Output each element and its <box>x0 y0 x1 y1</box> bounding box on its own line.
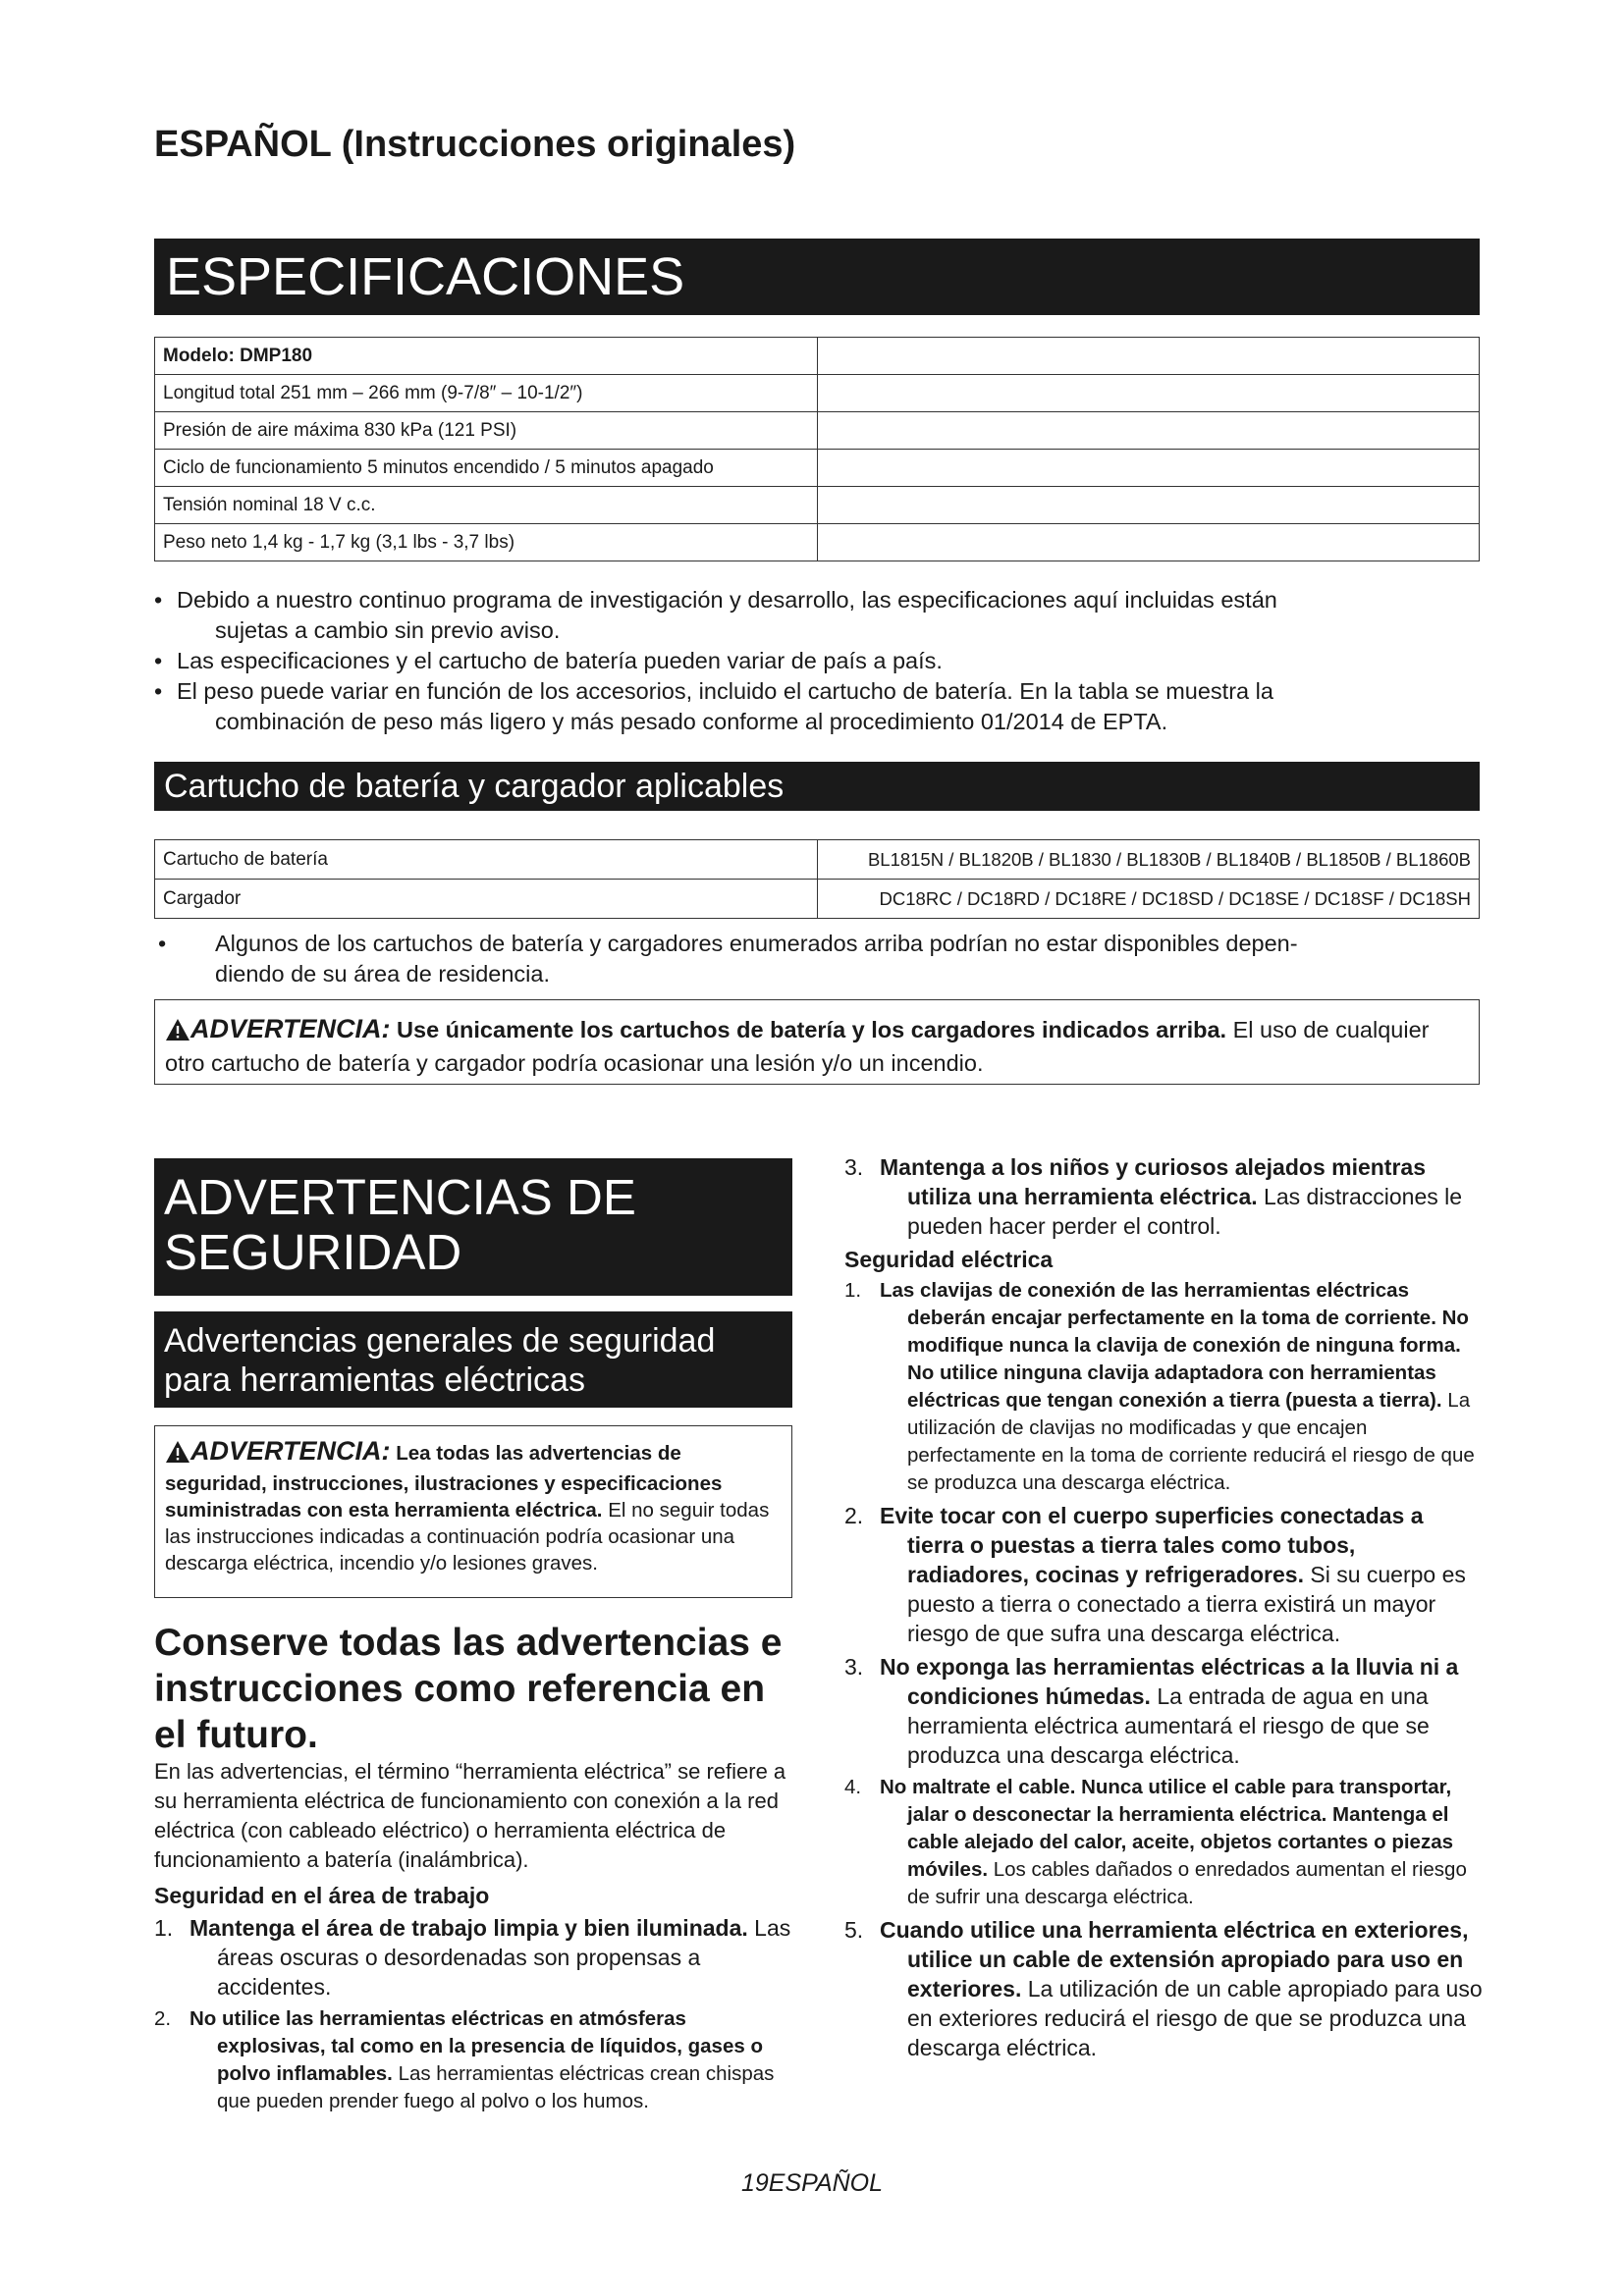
battery-models: BL1815N / BL1820B / BL1830 / BL1830B / BL1840B / BL1850B / BL1860B <box>818 840 1480 880</box>
warning-triangle-icon <box>165 1018 190 1048</box>
availability-note: • Algunos de los cartuchos de batería y cargadores enumerados arriba podrían no estar disponibles depen- diendo de su área de residencia. <box>158 931 1298 987</box>
empty-cell <box>818 375 1480 412</box>
battery-table <box>154 839 1480 919</box>
spec-air-pressure: Presión de aire máxima 830 kPa (121 PSI) <box>155 412 818 450</box>
empty-cell <box>818 450 1480 487</box>
table-row <box>155 412 1480 450</box>
warning-bold-text: Use únicamente los cartuchos de batería y los cargadores indicados arriba. <box>397 1017 1227 1042</box>
spec-voltage: Tensión nominal 18 V c.c. <box>155 487 818 524</box>
right-column-body <box>844 1152 1483 2062</box>
list-item: 2. Evite tocar con el cuerpo superficies conectadas a tierra o puestas a tierra tales como tubos, radiadores, cocinas y refrigeradores. Si su cuerpo es puesto a tierra o conectado a tierra existirá un mayor riesgo de que sufra una descarga eléctrica. <box>844 1503 1466 1646</box>
table-row <box>155 338 1480 375</box>
table-row <box>155 880 1480 919</box>
warning-bold-text: Lea todas las advertencias de seguridad, instrucciones, ilustraciones y especificaciones suministradas con esta herramienta eléctrica. <box>165 1442 723 1522</box>
list-item: 4. No maltrate el cable. Nunca utilice el cable para transportar, jalar o desconectar la herramienta eléctrica. Mantenga el cable alejado del calor, aceite, objetos cortantes o piezas móviles. Los cables dañados o enredados aumentan el riesgo de sufrir una descarga eléctrica. <box>844 1776 1467 1908</box>
intro-paragraph: En las advertencias, el término “herramienta eléctrica” se refiere a su herramienta eléctrica de funcionamiento con conexión a la red eléctrica (con cableado eléctrico) o herramienta eléctrica de funcionamiento a batería (inalámbrica). <box>154 1759 786 1872</box>
list-item: 3. No exponga las herramientas eléctricas a la lluvia ni a condiciones húmedas. La entrada de agua en una herramienta eléctrica aumentará el riesgo de que se produzca una descarga eléctrica. <box>844 1654 1459 1768</box>
empty-cell <box>818 338 1480 375</box>
left-column-body <box>154 1757 792 2115</box>
empty-cell <box>818 487 1480 524</box>
table-row <box>155 840 1480 880</box>
empty-cell <box>818 524 1480 561</box>
empty-cell <box>818 412 1480 450</box>
charger-label: Cargador <box>155 880 818 919</box>
warning-text: El no seguir todas las instrucciones indicadas a continuación podría ocasionar una descarga eléctrica, incendio y/o lesiones graves. <box>165 1499 770 1575</box>
battery-heading: Cartucho de batería y cargador aplicables <box>154 762 1480 811</box>
table-row <box>155 487 1480 524</box>
spec-length: Longitud total 251 mm – 266 mm (9-7/8″ – 10-1/2″) <box>155 375 818 412</box>
list-item: • El peso puede variar en función de los accesorios, incluido el cartucho de batería. En la tabla se muestra la combinación de peso más ligero y más pesado conforme al procedimiento 01/2014 de EPTA. <box>154 678 1273 734</box>
bullet-icon: • <box>154 648 163 673</box>
page-number: 19ESPAÑOL <box>740 2169 884 2197</box>
list-item: 1. Las clavijas de conexión de las herramientas eléctricas deberán encajar perfectamente en la toma de corriente. No modifique nunca la clavija de conexión de ninguna forma. No utilice ninguna clavija adaptadora con herramientas eléctricas que tengan conexión a tierra (puesta a tierra). La utilización de clavijas no modificadas y que encajen perfectamente en la toma de corriente reducirá el riesgo de que se produzca una descarga eléctrica. <box>844 1279 1475 1494</box>
safety-warnings-heading: ADVERTENCIAS DE SEGURIDAD <box>154 1158 792 1296</box>
conserve-heading: Conserve todas las advertencias e instrucciones como referencia en el futuro. <box>154 1622 783 1756</box>
general-safety-subheading: Advertencias generales de seguridad para herramientas eléctricas <box>154 1311 792 1408</box>
general-warning-box <box>154 1425 792 1598</box>
charger-models: DC18RC / DC18RD / DC18RE / DC18SD / DC18SE / DC18SF / DC18SH <box>818 880 1480 919</box>
spec-notes <box>154 585 1480 737</box>
table-row <box>155 524 1480 561</box>
warning-text: El uso de cualquier otro cartucho de batería y cargador podría ocasionar una lesión y/o un incendio. <box>165 1017 1430 1076</box>
battery-warning-box <box>154 999 1480 1085</box>
list-item: 2. No utilice las herramientas eléctricas en atmósferas explosivas, tal como en la presencia de líquidos, gases o polvo inflamables. Las herramientas eléctricas crean chispas que pueden prender fuego al polvo o los humos. <box>154 2007 775 2112</box>
list-item: 3. Mantenga a los niños y curiosos alejados mientras utiliza una herramienta eléctrica. Las distracciones le pueden hacer perder el control. <box>844 1154 1463 1239</box>
table-row <box>155 450 1480 487</box>
spec-duty-cycle: Ciclo de funcionamiento 5 minutos encendido / 5 minutos apagado <box>155 450 818 487</box>
list-item: • Debido a nuestro continuo programa de investigación y desarrollo, las especificaciones aquí incluidas están sujetas a cambio sin previo aviso. <box>154 587 1277 643</box>
work-area-heading: Seguridad en el área de trabajo <box>154 1883 490 1908</box>
list-item: • Las especificaciones y el cartucho de batería pueden variar de país a país. <box>154 646 1480 676</box>
table-row <box>155 375 1480 412</box>
battery-label: Cartucho de batería <box>155 840 818 880</box>
bullet-icon: • <box>154 587 163 613</box>
specifications-table <box>154 337 1480 561</box>
specifications-heading: ESPECIFICACIONES <box>154 239 1480 315</box>
warning-label: ADVERTENCIA: <box>190 1014 391 1043</box>
spec-model: Modelo: DMP180 <box>155 338 818 375</box>
bullet-icon: • <box>154 678 163 704</box>
bullet-icon: • <box>158 931 167 956</box>
list-item: 1. Mantenga el área de trabajo limpia y bien iluminada. Las áreas oscuras o desordenadas son propensas a accidentes. <box>154 1915 791 2000</box>
warning-triangle-icon <box>165 1440 190 1470</box>
spec-weight: Peso neto 1,4 kg - 1,7 kg (3,1 lbs - 3,7 lbs) <box>155 524 818 561</box>
list-item: 5. Cuando utilice una herramienta eléctrica en exteriores, utilice un cable de extensión apropiado para uso en exteriores. La utilización de un cable apropiado para uso en exteriores reducirá el riesgo de que se produzca una descarga eléctrica. <box>844 1917 1483 2060</box>
page-language-title: ESPAÑOL (Instrucciones originales) <box>154 124 796 165</box>
electrical-safety-heading: Seguridad eléctrica <box>844 1247 1054 1272</box>
warning-label: ADVERTENCIA: <box>190 1436 391 1466</box>
